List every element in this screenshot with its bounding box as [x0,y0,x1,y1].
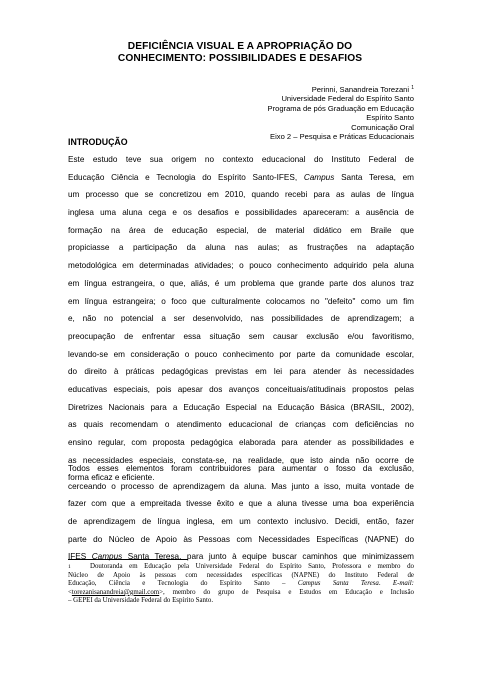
text-line-campus: Educação Ciência e Tecnologia do Espírito Santo-IFES, Campus Santa Teresa, em [68,172,414,182]
text-line: Todos esses elementos foram contribuidores para aumentar o fosso da exclusão, [68,464,414,473]
italic-term: E-mail: [392,580,414,588]
text-line: cerceando o processo de aprendizagem da aluna. Mas junto a isso, muita vontade de [68,481,414,491]
text-line: formação na área de educação especial, de material didático em Braile que [68,225,414,235]
footnote-line: Núcleo de Apoio às pessoas com necessidades específicas (NAPNE) do Instituto Federal de [68,571,414,579]
author-block [268,84,414,141]
footnote-separator [68,559,188,560]
footnote-line: Doutoranda em Educação pela Universidade Federal do Espírito Santo, Professora e membro do [90,563,414,570]
text-line: parte do Núcleo de Apoio às Pessoas com Necessidades Específicas (NAPNE) do [68,534,414,544]
italic-term: Campus Santa Teresa [297,580,379,588]
title-line-1: DEFICIÊNCIA VISUAL E A APROPRIAÇÃO DO [127,41,353,52]
italic-term: Campus [91,552,123,562]
text-line: um processo que se concretizou em 2010, quando recebi para as aulas de língua [68,190,414,200]
text-line: propiciasse a participação da aluna nas aulas; as frustrações na adaptação [68,243,414,253]
author-footnote-ref: 1 [411,85,414,91]
text-line: e, não no potencial a ser desenvolvido, nas possibilidades de aprendizagem; a [68,314,414,324]
author-state: Espírito Santo [366,113,414,123]
text-line: Diretrizes Nacionais para a Educação Especial na Educação Básica (BRASIL, 2002), [68,402,414,412]
section-heading: INTRODUÇÃO [68,137,128,147]
footnote-email-link[interactable]: <torezanisanandreia@gmail.com>, membro do grupo de Pesquisa e Estudos em Educação e Inclusão [68,588,414,596]
email-link[interactable]: torezanisanandreia@gmail.com [71,588,160,596]
text-line: educativas especiais, pois apesar dos avanços conceituais/atitudinais propostos pelas [68,384,414,394]
author-program: Programa de pós Graduação em Educação [267,103,414,113]
footnote-line-campus: Educação, Ciência e Tecnologia do Espírito Santo – Campus Santa Teresa. E-mail: [68,580,414,588]
author-presentation-type: Comunicação Oral [351,122,414,132]
text-line: do direito à práticas pedagógicas previstas em lei para atender às necessidades [68,367,414,377]
paragraph-1 [68,151,414,487]
text-line-campus-2: IFES Campus Santa Teresa, para junto à equipe buscar caminhos que minimizassem [68,552,414,562]
text-line: levando-se em consideração o pouco conhecimento por parte da comunidade escolar, [68,349,414,359]
author-axis: Eixo 2 – Pesquisa e Práticas Educacionais [270,132,414,142]
paper-title [64,41,416,65]
author-name [268,84,414,94]
text-line: forma eficaz e eficiente. [68,473,155,483]
italic-term: Campus [303,172,335,182]
text-line: em língua estrangeira; o foco que culturalmente colocamos no "defeito" como um fim [68,296,414,306]
title-line-2: CONHECIMENTO: POSSIBILIDADES E DESAFIOS [117,53,363,64]
footnote-mark: 1 [68,564,71,570]
text-line: inglesa uma aluna cega e os desafios e possibilidades apareceram: a ausência de [68,208,414,218]
text-line: Este estudo teve sua origem no contexto educacional do Instituto Federal de [68,155,414,164]
text-line: de aprendizagem de língua inglesa, em um contexto inclusivo. Decidi, então, fazer [68,517,414,527]
paragraph-2 [68,460,414,566]
text-line: em língua estrangeira, o que, aliás, é um problema que grande parte dos alunos traz [68,278,414,288]
text-line: as necessidades especiais, constata-se, na realidade, que isto ainda não ocorre de [68,455,414,465]
text-line: ensino regular, com proposta pedagógica elaborada para atender as possibilidades e [68,438,414,447]
text-line: as quais recomendam o atendimento educacional de crianças com deficiências no [68,420,414,430]
footnote [68,563,414,606]
footnote-line: – GEPEI da Universidade Federal do Espírito Santo. [68,597,214,605]
author-name-text: Perinni, Sanandreia Torezani [311,85,410,94]
text-line: metodológica em determinadas atividades; o pouco conhecimento adquirido pela aluna [68,261,414,271]
text-line: fazer com que a empreitada tivesse êxito e que a aluna tivesse uma boa experiência [68,499,414,509]
text-line: preocupação de enfrentar essa situação sem causar exclusão e/ou favoritismo, [68,331,414,341]
author-affiliation: Universidade Federal do Espírito Santo [281,94,414,104]
